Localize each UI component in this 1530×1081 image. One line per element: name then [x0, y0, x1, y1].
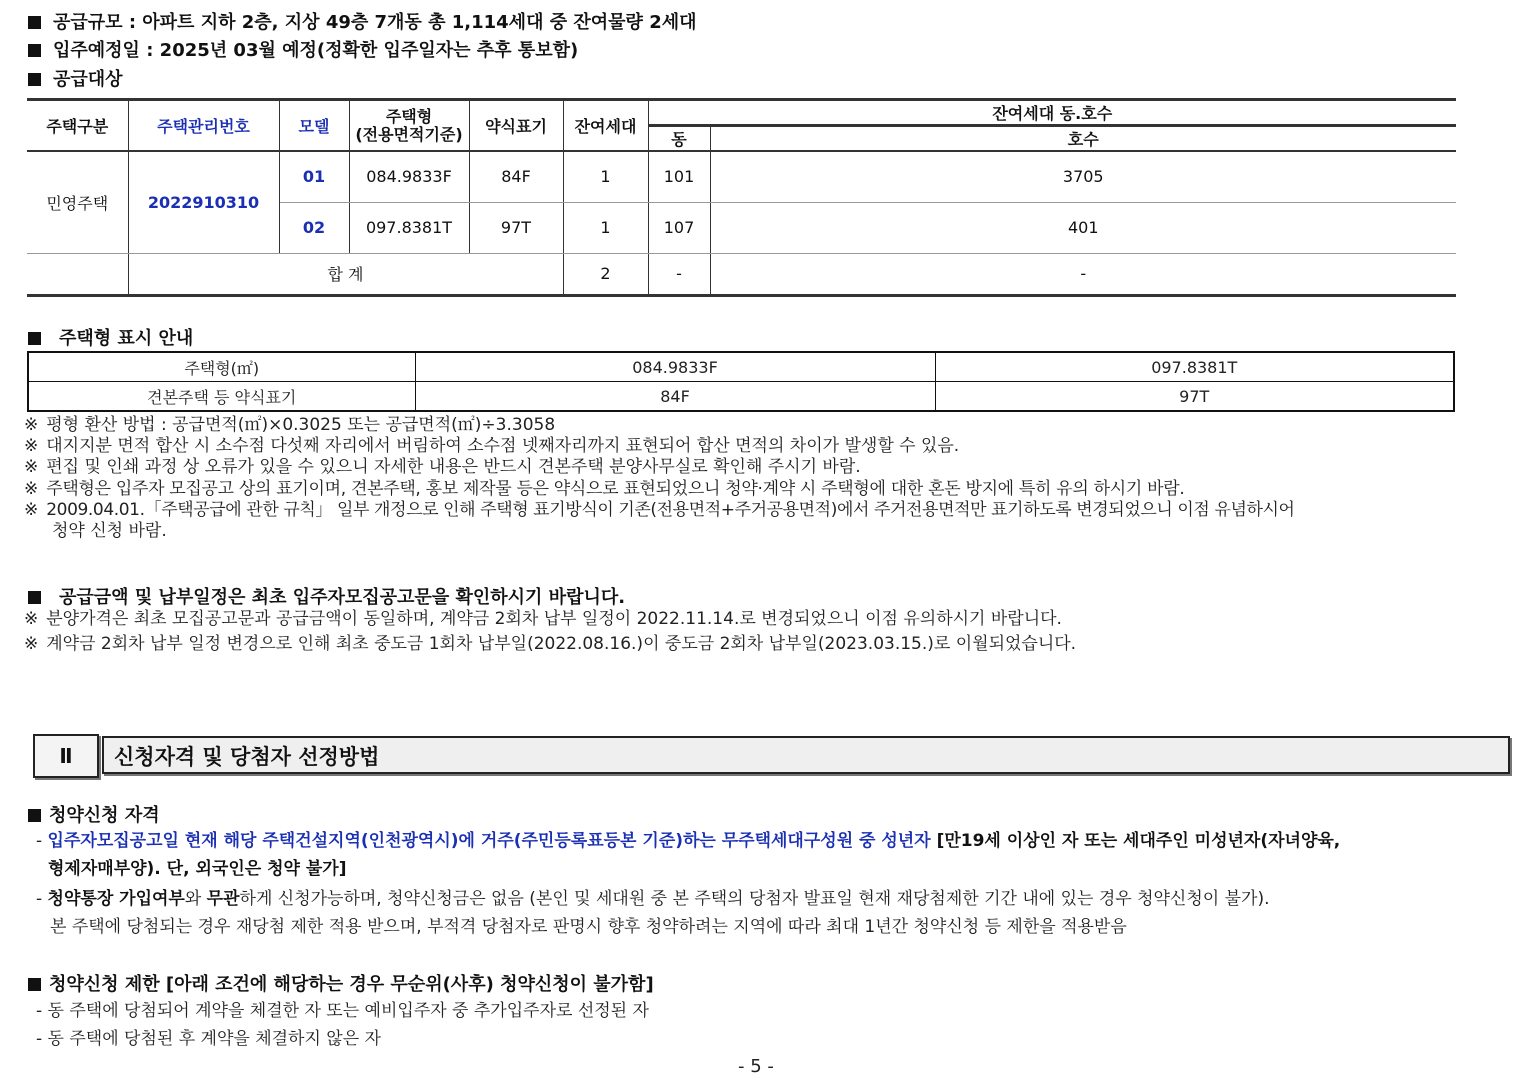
- qualification-line-4: 본 주택에 당첨되는 경우 재당첨 제한 적용 받으며, 부적격 당첨자로 판명시 향후 청약하려는 지역에 따라 최대 1년간 청약신청 등 제한을 적용받음: [50, 917, 1127, 937]
- qualification-heading: 청약신청 자격: [28, 801, 160, 827]
- note-mark: ※: [24, 609, 39, 629]
- total-label: 합 계: [128, 253, 563, 295]
- type-cell: 민영주택: [27, 151, 128, 253]
- type-guide-label: 견본주택 등 약식표기: [28, 382, 415, 412]
- note-line: ※ 주택형은 입주자 모집공고 상의 표기이며, 견본주택, 홍보 제작물 등은 약식으로 표현되었으니 청약·계약 시 주택형에 대한 혼돈 방지에 특히 유의 하시기 바람.: [24, 479, 1185, 499]
- header-house-type-line1: 주택형: [385, 106, 433, 126]
- dash-mark: -: [36, 1029, 43, 1049]
- remaining-cell: 1: [563, 151, 648, 202]
- square-bullet-icon: [28, 978, 41, 991]
- abbr-cell: 97T: [469, 202, 563, 253]
- header-remaining: 잔여세대: [563, 100, 648, 152]
- type-guide-value: 084.9833F: [415, 352, 935, 382]
- dash-mark: -: [36, 1001, 43, 1021]
- note-mark: ※: [24, 457, 39, 477]
- note-line: ※ 평형 환산 방법 : 공급면적(㎡)×0.3025 또는 공급면적(㎡)÷3.3058: [24, 415, 556, 435]
- model-cell: 01: [279, 151, 349, 202]
- type-guide-value: 97T: [935, 382, 1454, 412]
- header-abbr: 약식표기: [469, 100, 563, 152]
- square-bullet-icon: [28, 73, 41, 86]
- header-dong-ho: 잔여세대 동.호수: [648, 100, 1456, 126]
- house-type-cell: 084.9833F: [349, 151, 469, 202]
- square-bullet-icon: [28, 809, 41, 822]
- total-remaining: 2: [563, 253, 648, 295]
- restriction-line-1: - 동 주택에 당첨되어 계약을 체결한 자 또는 예비입주자 중 추가입주자로 선정된 자: [36, 1001, 649, 1021]
- section-number: Ⅱ: [33, 734, 99, 778]
- ho-cell: 401: [710, 202, 1456, 253]
- dash-mark: -: [36, 831, 43, 851]
- header-mgmt-no: 주택관리번호: [128, 100, 279, 152]
- header-house-type: [349, 100, 469, 152]
- supply-table: [27, 98, 1456, 297]
- note-mark: ※: [24, 500, 39, 520]
- qualification-line-1: - 입주자모집공고일 현재 해당 주택건설지역(인천광역시)에 거주(주민등록표등본 기준)하는 무주택세대구성원 중 성년자 [만19세 이상인 자 또는 세대주인 미성년자(자녀양육,: [36, 831, 1341, 851]
- supply-scale-line: 공급규모 : 아파트 지하 2층, 지상 49층 7개동 총 1,114세대 중 잔여물량 2세대: [28, 8, 697, 34]
- dong-cell: 107: [648, 202, 710, 253]
- qualification-line-2: 형제자매부양). 단, 외국인은 청약 불가]: [48, 859, 347, 879]
- note-line-cont: 청약 신청 바람.: [52, 521, 167, 541]
- note-mark: ※: [24, 415, 39, 435]
- type-guide-heading: 주택형 표시 안내: [28, 324, 193, 350]
- note-line: ※ 대지지분 면적 합산 시 소수점 다섯째 자리에서 버림하여 소수점 넷째자리까지 표현되어 합산 면적의 차이가 발생할 수 있음.: [24, 436, 960, 456]
- total-ho: -: [1080, 264, 1087, 283]
- type-guide-value: 097.8381T: [935, 352, 1454, 382]
- dash-mark: -: [36, 889, 43, 909]
- move-in-date-line: 입주예정일 : 2025년 03월 예정(정확한 입주일자는 추후 통보함): [28, 36, 578, 62]
- payment-heading: 공급금액 및 납부일정은 최초 입주자모집공고문을 확인하시기 바랍니다.: [28, 583, 625, 609]
- section-title: 신청자격 및 당첨자 선정방법: [102, 736, 1510, 774]
- table-row: [27, 151, 1456, 202]
- total-row: [27, 253, 1456, 295]
- header-type: 주택구분: [27, 100, 128, 152]
- table-row: [28, 352, 1454, 382]
- square-bullet-icon: [28, 16, 41, 29]
- payment-note: ※ 분양가격은 최초 모집공고문과 공급금액이 동일하며, 계약금 2회차 납부 일정이 2022.11.14.로 변경되었으니 이점 유의하시기 바랍니다.: [24, 609, 1062, 629]
- note-mark: ※: [24, 634, 39, 654]
- mgmt-no-cell: 2022910310: [128, 151, 279, 253]
- table-row: [28, 382, 1454, 412]
- supply-target-heading: 공급대상: [28, 65, 123, 91]
- square-bullet-icon: [28, 332, 41, 345]
- payment-note: ※ 계약금 2회차 납부 일정 변경으로 인해 최초 중도금 1회차 납부일(2022.08.16.)이 중도금 2회차 납부일(2023.03.15.)로 이월되었습니다.: [24, 634, 1077, 654]
- qualification-line-3: - 청약통장 가입여부와 무관하게 신청가능하며, 청약신청금은 없음 (본인 및 세대원 중 본 주택의 당첨자 발표일 현재 재당첨제한 기간 내에 있는 경우 청약신청이 불가).: [36, 889, 1270, 909]
- square-bullet-icon: [28, 44, 41, 57]
- header-ho: 호수: [710, 126, 1456, 152]
- dong-cell: 101: [648, 151, 710, 202]
- type-guide-table: [27, 351, 1455, 412]
- note-mark: ※: [24, 479, 39, 499]
- model-cell: 02: [279, 202, 349, 253]
- note-line: ※ 편집 및 인쇄 과정 상 오류가 있을 수 있으니 자세한 내용은 반드시 견본주택 분양사무실로 확인해 주시기 바람.: [24, 457, 861, 477]
- header-model: 모델: [279, 100, 349, 152]
- abbr-cell: 84F: [469, 151, 563, 202]
- total-empty-cell: [27, 253, 128, 295]
- ho-cell: 3705: [710, 151, 1456, 202]
- header-house-type-line2: (전용면적기준): [355, 124, 463, 144]
- note-mark: ※: [24, 436, 39, 456]
- page-number: - 5 -: [738, 1056, 774, 1077]
- remaining-cell: 1: [563, 202, 648, 253]
- house-type-cell: 097.8381T: [349, 202, 469, 253]
- restriction-line-2: - 동 주택에 당첨된 후 계약을 체결하지 않은 자: [36, 1029, 381, 1049]
- square-bullet-icon: [28, 591, 41, 604]
- restriction-heading: 청약신청 제한 [아래 조건에 해당하는 경우 무순위(사후) 청약신청이 불가함]: [28, 970, 654, 996]
- type-guide-value: 84F: [415, 382, 935, 412]
- total-dong: -: [648, 253, 710, 295]
- note-line: ※ 2009.04.01.「주택공급에 관한 규칙」 일부 개정으로 인해 주택형 표기방식이 기존(전용면적+주거공용면적)에서 주거전용면적만 표기하도록 변경되었으니 이점 유념하시어: [24, 500, 1295, 520]
- type-guide-label: 주택형(㎡): [28, 352, 415, 382]
- header-dong: 동: [648, 126, 710, 152]
